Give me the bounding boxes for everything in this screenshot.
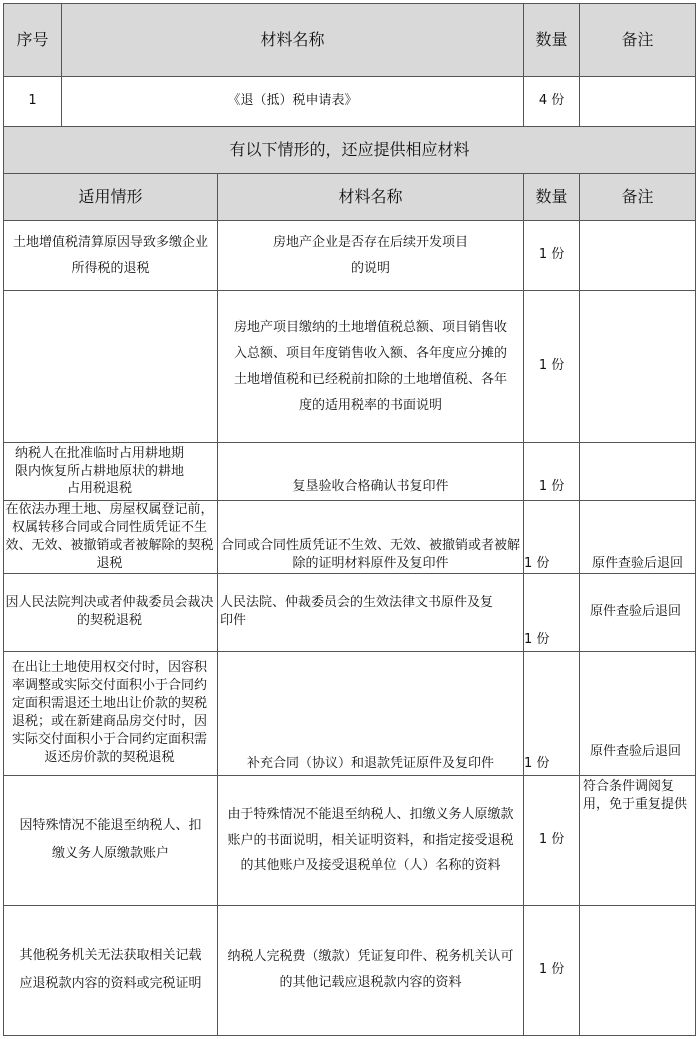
table-row xyxy=(4,291,696,443)
row1-name: 《退（抵）税申请表》 xyxy=(62,77,524,127)
table-row xyxy=(4,573,696,651)
qty-cell: 1 份 xyxy=(524,651,580,775)
material-cell: 房地产项目缴纳的土地增值税总额、项目销售收入总额、项目年度销售收入额、各年度应分摊的土地增值税和已经税前扣除的土地增值税、各年度的适用税率的书面说明 xyxy=(218,291,524,443)
materials-table xyxy=(3,3,696,1036)
table-row xyxy=(4,77,696,127)
note-cell xyxy=(580,443,696,501)
note-cell xyxy=(580,291,696,443)
note-cell: 原件查验后退回 xyxy=(580,651,696,775)
header-situation: 适用情形 xyxy=(4,174,218,221)
header-qty-2: 数量 xyxy=(524,174,580,221)
table-row xyxy=(4,905,696,1035)
table-row xyxy=(4,221,696,291)
situation-cell: 在出让土地使用权交付时，因容积率调整或实际交付面积小于合同约定面积需退还土地出让价款的契税退税；或在新建商品房交付时，因实际交付面积小于合同约定面积需返还房价款的契税退税 xyxy=(4,651,218,775)
situation-cell xyxy=(4,291,218,443)
table-header-row xyxy=(4,4,696,77)
material-cell: 房地产企业是否存在后续开发项目的说明 xyxy=(218,221,524,291)
material-cell: 复垦验收合格确认书复印件 xyxy=(218,443,524,501)
material-cell: 人民法院、仲裁委员会的生效法律文书原件及复印件 xyxy=(218,573,524,651)
qty-cell: 1 份 xyxy=(524,221,580,291)
situation-cell: 因特殊情况不能退至纳税人、扣缴义务人原缴款账户 xyxy=(4,775,218,905)
qty-cell: 1 份 xyxy=(524,443,580,501)
note-cell xyxy=(580,905,696,1035)
material-cell: 合同或合同性质凭证不生效、无效、被撤销或者被解除的证明材料原件及复印件 xyxy=(218,501,524,574)
header-material-name-2: 材料名称 xyxy=(218,174,524,221)
table-row xyxy=(4,775,696,905)
header-note-2: 备注 xyxy=(580,174,696,221)
row1-no: 1 xyxy=(4,77,62,127)
note-cell: 原件查验后退回 xyxy=(580,573,696,651)
qty-cell: 1 份 xyxy=(524,501,580,574)
note-cell: 符合条件调阅复用，免于重复提供 xyxy=(580,775,696,905)
header-qty: 数量 xyxy=(524,4,580,77)
qty-cell: 1 份 xyxy=(524,291,580,443)
situation-cell: 因人民法院判决或者仲裁委员会裁决的契税退税 xyxy=(4,573,218,651)
note-cell: 原件查验后退回 xyxy=(580,501,696,574)
section-title: 有以下情形的，还应提供相应材料 xyxy=(4,127,696,174)
table-row xyxy=(4,651,696,775)
qty-cell: 1 份 xyxy=(524,905,580,1035)
table-row xyxy=(4,501,696,574)
material-cell: 由于特殊情况不能退至纳税人、扣缴义务人原缴款账户的书面说明，相关证明资料，和指定接受退税的其他账户及接受退税单位（人）名称的资料 xyxy=(218,775,524,905)
material-cell: 纳税人完税费（缴款）凭证复印件、税务机关认可的其他记载应退税款内容的资料 xyxy=(218,905,524,1035)
qty-cell: 1 份 xyxy=(524,775,580,905)
material-cell: 补充合同（协议）和退款凭证原件及复印件 xyxy=(218,651,524,775)
qty-cell: 1 份 xyxy=(524,573,580,651)
table-header-row-2 xyxy=(4,174,696,221)
header-no: 序号 xyxy=(4,4,62,77)
row1-note xyxy=(580,77,696,127)
table-row xyxy=(4,443,696,501)
situation-cell: 土地增值税清算原因导致多缴企业所得税的退税 xyxy=(4,221,218,291)
row1-qty: 4 份 xyxy=(524,77,580,127)
situation-cell: 纳税人在批准临时占用耕地期限内恢复所占耕地原状的耕地占用税退税 xyxy=(4,443,218,501)
note-cell xyxy=(580,221,696,291)
situation-cell: 在依法办理土地、房屋权属登记前，权属转移合同或合同性质凭证不生效、无效、被撤销或者被解除的契税退税 xyxy=(4,501,218,574)
header-note: 备注 xyxy=(580,4,696,77)
situation-cell: 其他税务机关无法获取相关记载应退税款内容的资料或完税证明 xyxy=(4,905,218,1035)
section-row xyxy=(4,127,696,174)
header-material-name: 材料名称 xyxy=(62,4,524,77)
